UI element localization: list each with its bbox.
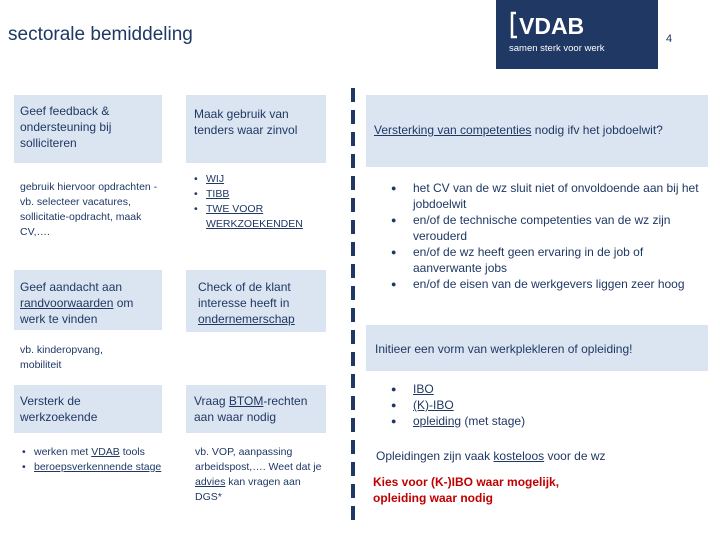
list-item: • beroepsverkennende stage: [22, 460, 162, 475]
list-item: • TWE VOOR WERKZOEKENDEN: [194, 202, 314, 232]
btom-text: [186, 385, 326, 433]
training-note-keyword: kosteloos: [493, 449, 545, 463]
conditions-box: [14, 270, 162, 330]
training-note-suffix: voor de wz: [547, 449, 606, 463]
competencies-box: [366, 95, 708, 167]
btom-box: [186, 385, 326, 433]
btom-note: [195, 445, 325, 505]
training-list: [389, 381, 589, 429]
list-item: ● het CV van de wz sluit niet of onvoldoende aan bij het jobdoelwit: [389, 180, 707, 212]
training-box: [366, 325, 708, 371]
svg-text:VDAB: VDAB: [519, 13, 585, 39]
btom-keyword: BTOM: [228, 394, 264, 408]
btom-note-line2: Weet dat je: [268, 461, 322, 473]
vdab-logo: [496, 0, 658, 69]
list-item: ● (K)-IBO: [389, 397, 589, 413]
list-item: ● IBO: [389, 381, 589, 397]
entrepreneurship-prefix: Check of de klant interesse heeft in: [198, 280, 291, 310]
list-item: [389, 413, 589, 429]
feedback-box: [14, 95, 162, 163]
btom-prefix: Vraag: [194, 394, 226, 408]
competencies-keyword: Versterking van competenties: [374, 123, 532, 137]
list-item: • WIJ: [194, 172, 314, 187]
entrepreneurship-keyword: ondernemerschap: [198, 312, 295, 326]
conditions-text: [14, 270, 162, 336]
list-item: ● en/of de wz heeft geen ervaring in de job of aanverwante jobs: [389, 244, 707, 276]
slide-title: sectorale bemiddeling: [8, 24, 193, 45]
strengthen-list: [22, 445, 162, 475]
list-item-suffix: tools: [119, 446, 145, 458]
feedback-note: gebruik hiervoor opdrachten - vb. selecteer vacatures, sollicitatie-opdracht, maak CV,….: [20, 181, 158, 238]
feedback-text: Geef feedback & ondersteuning bij solliciteren: [20, 104, 112, 150]
vdab-wordmark-icon: [510, 10, 590, 40]
list-item: [22, 445, 162, 460]
conditions-note: vb. kinderopvang, mobiliteit: [20, 344, 103, 371]
conditions-suffix: om werk te vinden: [20, 296, 134, 326]
competencies-suffix: nodig ifv het jobdoelwit?: [534, 123, 663, 137]
competencies-text: [366, 95, 708, 138]
training-note: [376, 448, 676, 464]
highlight-box: [366, 468, 586, 512]
strengthen-text: Versterk de werkzoekende: [20, 394, 98, 424]
list-item-keyword: VDAB: [91, 446, 120, 458]
training-note-prefix: Opleidingen zijn vaak: [376, 449, 491, 463]
btom-note-line3: kan vragen aan DGS*: [195, 476, 301, 503]
tenders-box: [186, 95, 326, 163]
conditions-prefix: Geef aandacht aan: [20, 280, 123, 294]
list-item: ● en/of de eisen van de werkgevers liggen zeer hoog: [389, 276, 707, 292]
list-item-suffix: (met stage): [464, 414, 526, 428]
btom-suffix: -rechten aan waar nodig: [194, 394, 308, 424]
conditions-keyword: randvoorwaarden: [20, 296, 114, 310]
list-item-prefix: werken met: [34, 446, 92, 458]
list-item-keyword: opleiding: [413, 414, 462, 428]
training-text: Initieer een vorm van werkplekleren of opleiding!: [375, 342, 633, 356]
btom-note-line1: vb. VOP, aanpassing arbeidspost,….: [195, 446, 293, 473]
strengthen-box: [14, 385, 162, 433]
tenders-text: Maak gebruik van tenders waar zinvol: [194, 107, 298, 137]
entrepreneurship-box: [186, 270, 326, 332]
column-divider: [351, 88, 355, 528]
list-item: ● en/of de technische competenties van de wz zijn verouderd: [389, 212, 707, 244]
tenders-list: [194, 172, 314, 232]
list-item: • TIBB: [194, 187, 314, 202]
logo-tagline: samen sterk voor werk: [509, 43, 605, 54]
btom-note-keyword: advies: [195, 476, 226, 488]
page-number: 4: [666, 33, 673, 45]
entrepreneurship-text: [186, 270, 326, 336]
highlight-text: Kies voor (K-)IBO waar mogelijk, opleiding waar nodig: [373, 475, 560, 505]
competencies-list: [389, 180, 707, 292]
